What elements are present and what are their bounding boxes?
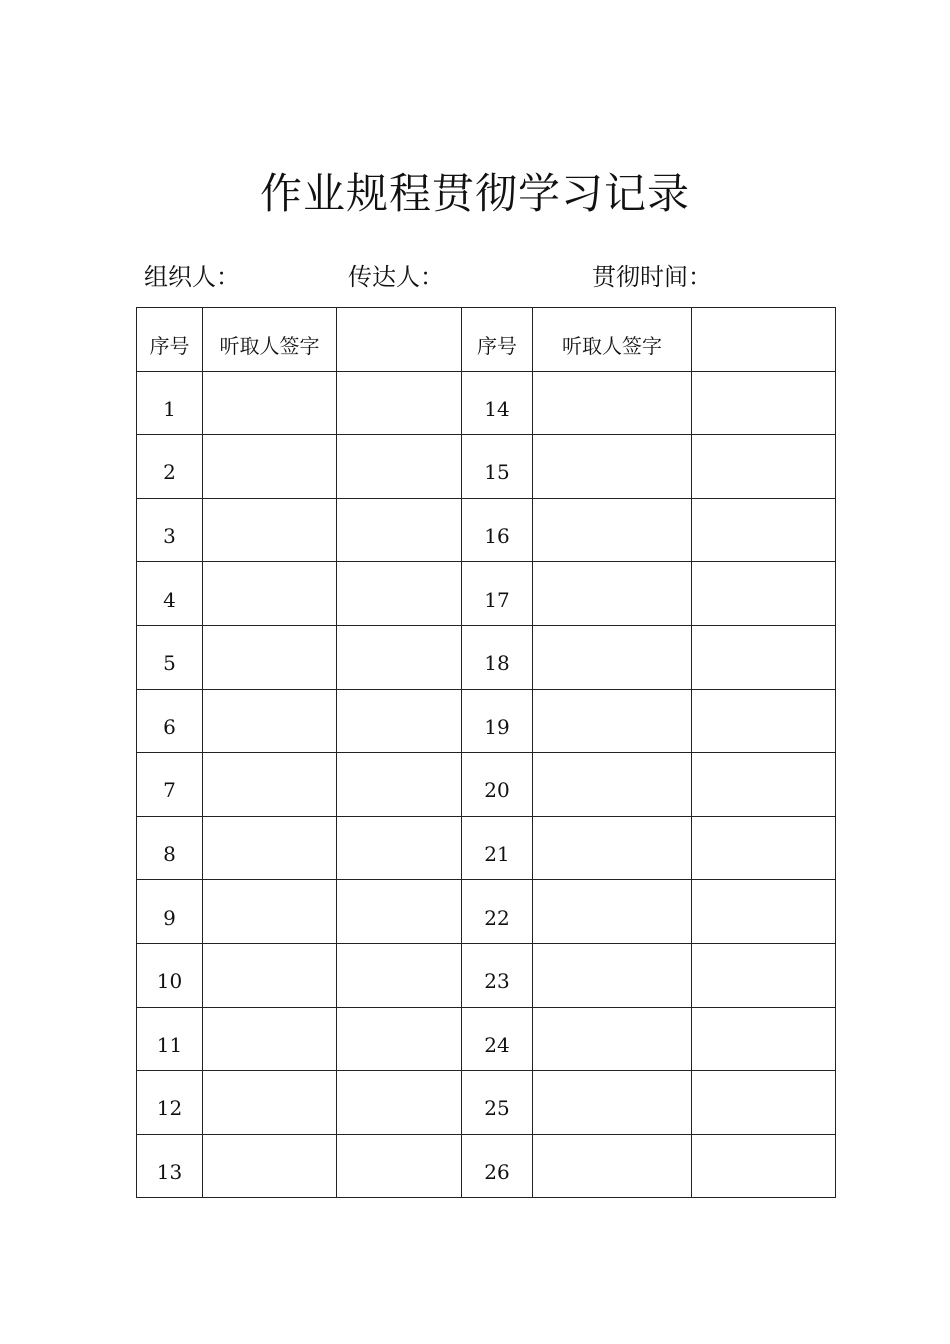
table-row — [137, 1134, 836, 1198]
signature-cell-left[interactable] — [203, 371, 337, 435]
extra-cell-left[interactable] — [337, 1134, 462, 1198]
row-seq-right: 15 — [462, 435, 533, 499]
signature-cell-left[interactable] — [203, 816, 337, 880]
signature-cell-left[interactable] — [203, 753, 337, 817]
table-row — [137, 943, 836, 1007]
extra-cell-right[interactable] — [692, 625, 836, 689]
extra-cell-right[interactable] — [692, 1071, 836, 1135]
signature-cell-right[interactable] — [533, 435, 692, 499]
table-row — [137, 689, 836, 753]
signature-cell-right[interactable] — [533, 562, 692, 626]
signature-cell-right[interactable] — [533, 1071, 692, 1135]
row-seq-left: 6 — [137, 689, 203, 753]
implementation-time-label: 贯彻时间： — [592, 263, 712, 291]
row-seq-left: 8 — [137, 816, 203, 880]
row-seq-right: 21 — [462, 816, 533, 880]
table-header-row — [137, 308, 836, 372]
row-seq-right: 23 — [462, 943, 533, 1007]
table-row — [137, 880, 836, 944]
extra-cell-right[interactable] — [692, 498, 836, 562]
signature-cell-left[interactable] — [203, 498, 337, 562]
signature-cell-right[interactable] — [533, 689, 692, 753]
signature-cell-right[interactable] — [533, 880, 692, 944]
signature-cell-right[interactable] — [533, 1134, 692, 1198]
row-seq-right: 20 — [462, 753, 533, 817]
row-seq-left: 12 — [137, 1071, 203, 1135]
signature-cell-left[interactable] — [203, 1134, 337, 1198]
row-seq-right: 25 — [462, 1071, 533, 1135]
row-seq-right: 14 — [462, 371, 533, 435]
extra-cell-left[interactable] — [337, 816, 462, 880]
row-seq-right: 26 — [462, 1134, 533, 1198]
header-blank-left — [337, 308, 462, 372]
table-row — [137, 1071, 836, 1135]
row-seq-left: 2 — [137, 435, 203, 499]
header-seq-right: 序号 — [462, 308, 533, 372]
row-seq-left: 5 — [137, 625, 203, 689]
signature-cell-left[interactable] — [203, 1071, 337, 1135]
table-row — [137, 498, 836, 562]
extra-cell-right[interactable] — [692, 816, 836, 880]
row-seq-left: 4 — [137, 562, 203, 626]
table-row — [137, 816, 836, 880]
row-seq-left: 13 — [137, 1134, 203, 1198]
row-seq-right: 17 — [462, 562, 533, 626]
relayer-label: 传达人： — [348, 263, 444, 291]
extra-cell-left[interactable] — [337, 498, 462, 562]
extra-cell-right[interactable] — [692, 435, 836, 499]
extra-cell-right[interactable] — [692, 689, 836, 753]
row-seq-left: 11 — [137, 1007, 203, 1071]
signature-cell-right[interactable] — [533, 371, 692, 435]
extra-cell-left[interactable] — [337, 880, 462, 944]
row-seq-left: 10 — [137, 943, 203, 1007]
table-row — [137, 753, 836, 817]
signature-cell-left[interactable] — [203, 625, 337, 689]
signature-cell-left[interactable] — [203, 689, 337, 753]
extra-cell-left[interactable] — [337, 753, 462, 817]
table-row — [137, 625, 836, 689]
signature-cell-left[interactable] — [203, 562, 337, 626]
header-signature-left: 听取人签字 — [203, 308, 337, 372]
row-seq-right: 18 — [462, 625, 533, 689]
header-signature-right: 听取人签字 — [533, 308, 692, 372]
table-row — [137, 562, 836, 626]
table-row — [137, 371, 836, 435]
row-seq-right: 19 — [462, 689, 533, 753]
extra-cell-left[interactable] — [337, 943, 462, 1007]
organizer-label: 组织人： — [144, 263, 240, 291]
signature-cell-right[interactable] — [533, 625, 692, 689]
signature-cell-left[interactable] — [203, 435, 337, 499]
row-seq-right: 16 — [462, 498, 533, 562]
extra-cell-right[interactable] — [692, 371, 836, 435]
extra-cell-left[interactable] — [337, 562, 462, 626]
extra-cell-left[interactable] — [337, 1071, 462, 1135]
extra-cell-right[interactable] — [692, 943, 836, 1007]
table-row — [137, 435, 836, 499]
signature-cell-left[interactable] — [203, 880, 337, 944]
row-seq-left: 1 — [137, 371, 203, 435]
signature-cell-right[interactable] — [533, 753, 692, 817]
extra-cell-right[interactable] — [692, 880, 836, 944]
extra-cell-right[interactable] — [692, 753, 836, 817]
signature-cell-right[interactable] — [533, 943, 692, 1007]
page-title: 作业规程贯彻学习记录 — [259, 169, 690, 218]
extra-cell-left[interactable] — [337, 625, 462, 689]
extra-cell-left[interactable] — [337, 1007, 462, 1071]
row-seq-left: 7 — [137, 753, 203, 817]
row-seq-right: 24 — [462, 1007, 533, 1071]
extra-cell-left[interactable] — [337, 689, 462, 753]
signature-cell-left[interactable] — [203, 1007, 337, 1071]
row-seq-left: 9 — [137, 880, 203, 944]
header-blank-right — [692, 308, 836, 372]
signature-cell-right[interactable] — [533, 816, 692, 880]
signature-cell-right[interactable] — [533, 1007, 692, 1071]
row-seq-right: 22 — [462, 880, 533, 944]
signature-cell-right[interactable] — [533, 498, 692, 562]
extra-cell-right[interactable] — [692, 1007, 836, 1071]
extra-cell-right[interactable] — [692, 562, 836, 626]
extra-cell-left[interactable] — [337, 435, 462, 499]
signature-table — [136, 307, 836, 1198]
signature-cell-left[interactable] — [203, 943, 337, 1007]
row-seq-left: 3 — [137, 498, 203, 562]
table-row — [137, 1007, 836, 1071]
header-seq-left: 序号 — [137, 308, 203, 372]
extra-cell-right[interactable] — [692, 1134, 836, 1198]
extra-cell-left[interactable] — [337, 371, 462, 435]
